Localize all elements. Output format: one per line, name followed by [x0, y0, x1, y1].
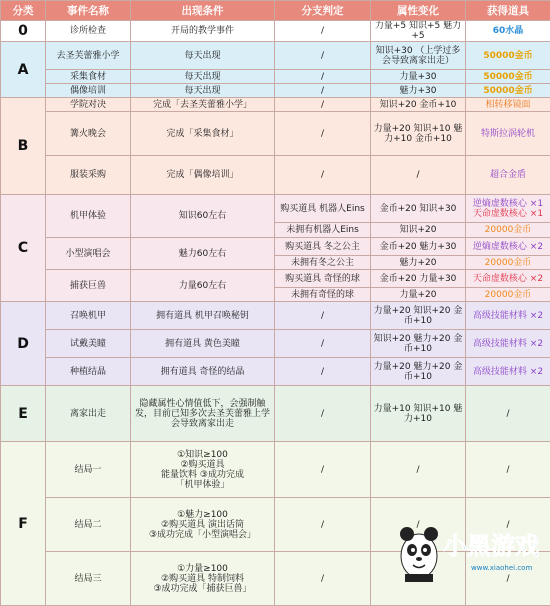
panda-mascot-icon	[400, 527, 438, 582]
group-label-c: C	[1, 195, 46, 302]
event-branch: /	[275, 98, 371, 112]
event-branch: 购买道具 冬之公主	[275, 238, 371, 256]
table-row	[1, 21, 550, 42]
event-attribute: 金币+20 力量+30	[371, 270, 466, 288]
event-item: 高级技能材料 ×2	[466, 358, 550, 386]
event-item: 50000金币	[466, 42, 550, 70]
event-condition	[131, 498, 275, 552]
item-line: 天命虚数核心 ×1	[468, 209, 548, 219]
event-branch: 未拥有奇怪的球	[275, 288, 371, 302]
event-name: 结局二	[46, 498, 131, 552]
header-item: 获得道具	[466, 1, 550, 21]
event-condition: 拥有道具 黄色美瞳	[131, 330, 275, 358]
event-condition: 完成「去圣芙蕾雅小学」	[131, 98, 275, 112]
event-item: 50000金币	[466, 84, 550, 98]
event-condition: 魅力60左右	[131, 238, 275, 270]
event-name: 篝火晚会	[46, 112, 131, 156]
event-name: 种植结晶	[46, 358, 131, 386]
event-attribute: /	[371, 156, 466, 195]
condition-line: ③成功完成「捕获巨兽」	[133, 584, 272, 594]
event-attribute: 金币+20 魅力+30	[371, 238, 466, 256]
event-attribute: 知识+30 （上学过多会导致离家出走）	[371, 42, 466, 70]
event-name: 捕获巨兽	[46, 270, 131, 302]
group-label-f: F	[1, 442, 46, 606]
event-branch: 未拥有冬之公主	[275, 256, 371, 270]
event-condition: 拥有道具 机甲召唤秘钥	[131, 302, 275, 330]
header-event-name: 事件名称	[46, 1, 131, 21]
event-attribute: 力量+20	[371, 288, 466, 302]
table-row	[1, 98, 550, 112]
event-item: /	[466, 442, 550, 498]
event-item: 超合金盾	[466, 156, 550, 195]
event-name: 召唤机甲	[46, 302, 131, 330]
table-row	[1, 302, 550, 330]
event-branch: /	[275, 21, 371, 42]
event-name: 学院对决	[46, 98, 131, 112]
event-condition: 拥有道具 奇怪的结晶	[131, 358, 275, 386]
group-label-b: B	[1, 98, 46, 195]
event-name: 结局一	[46, 442, 131, 498]
header-branch: 分支判定	[275, 1, 371, 21]
event-item: 天命虚数核心 ×2	[466, 270, 550, 288]
table-row	[1, 358, 550, 386]
group-label-d: D	[1, 302, 46, 386]
event-attribute: 力量+5 知识+5 魅力+5	[371, 21, 466, 42]
table-row	[1, 84, 550, 98]
event-attribute: /	[371, 442, 466, 498]
event-branch: /	[275, 386, 371, 442]
event-branch: /	[275, 42, 371, 70]
header-condition: 出现条件	[131, 1, 275, 21]
table-row	[1, 442, 550, 498]
site-logo-watermark	[399, 512, 544, 582]
condition-line: ①力量≥100	[133, 564, 272, 574]
event-attribute: 金币+20 知识+30	[371, 195, 466, 223]
event-attribute: 力量+20 知识+20 金币+10	[371, 302, 466, 330]
event-item: 60水晶	[466, 21, 550, 42]
event-name: 结局三	[46, 552, 131, 606]
logo-url: www.xiaohei.com	[471, 564, 532, 572]
event-condition: 完成「采集食材」	[131, 112, 275, 156]
event-condition: 开局的教学事件	[131, 21, 275, 42]
event-item: 20000金币	[466, 256, 550, 270]
event-attribute: 力量+30	[371, 70, 466, 84]
event-branch: /	[275, 112, 371, 156]
logo-text: 小黑游戏	[443, 532, 539, 560]
event-item: /	[466, 552, 550, 606]
condition-line: ①知识≥100	[133, 450, 272, 460]
event-condition: 每天出现	[131, 42, 275, 70]
event-name: 离家出走	[46, 386, 131, 442]
event-branch: /	[275, 302, 371, 330]
table-row	[1, 42, 550, 70]
condition-line: ②购买道具 演出话筒	[133, 520, 272, 530]
event-condition: 完成「偶像培训」	[131, 156, 275, 195]
event-branch: /	[275, 330, 371, 358]
event-condition: 每天出现	[131, 84, 275, 98]
event-item	[466, 195, 550, 223]
table-row	[1, 70, 550, 84]
event-item: 高级技能材料 ×2	[466, 330, 550, 358]
event-item: 20000金币	[466, 288, 550, 302]
event-attribute: /	[371, 498, 466, 552]
event-item: 特斯拉涡轮机	[466, 112, 550, 156]
table-row	[1, 112, 550, 156]
table-row	[1, 238, 550, 256]
table-row	[1, 386, 550, 442]
table-row	[1, 270, 550, 288]
event-condition: 每天出现	[131, 70, 275, 84]
event-name: 去圣芙蕾雅小学	[46, 42, 131, 70]
group-label-e: E	[1, 386, 46, 442]
event-name: 机甲体验	[46, 195, 131, 238]
event-attribute: 知识+20 金币+10	[371, 98, 466, 112]
event-condition: 力量60左右	[131, 270, 275, 302]
event-branch: 购买道具 奇怪的球	[275, 270, 371, 288]
event-attribute: 知识+20 魅力+20 金币+10	[371, 330, 466, 358]
event-name: 诊所检查	[46, 21, 131, 42]
event-branch: /	[275, 84, 371, 98]
event-item: 相转移镜面	[466, 98, 550, 112]
event-item: 20000金币	[466, 223, 550, 238]
event-branch: /	[275, 552, 371, 606]
event-attribute: 知识+20	[371, 223, 466, 238]
condition-line: ①魅力≥100	[133, 510, 272, 520]
event-attribute: 力量+20 知识+10 魅力+10 金币+10	[371, 112, 466, 156]
header-row	[1, 1, 550, 21]
event-condition: 隐藏属性心情值低下，会强制触发，目前已知多次去圣芙蕾雅上学会导致离家出走	[131, 386, 275, 442]
event-attribute: 魅力+20	[371, 256, 466, 270]
event-branch: /	[275, 498, 371, 552]
event-attribute: 力量+20 魅力+20 金币+10	[371, 358, 466, 386]
header-category: 分类	[1, 1, 46, 21]
event-item: 高级技能材料 ×2	[466, 302, 550, 330]
event-branch: 购买道具 机器人Eins	[275, 195, 371, 223]
event-name: 采集食材	[46, 70, 131, 84]
condition-line: ②购买道具	[133, 460, 272, 470]
event-item: 逆熵虚数核心 ×2	[466, 238, 550, 256]
event-item: /	[466, 498, 550, 552]
group-label-a: A	[1, 42, 46, 98]
event-item: /	[466, 386, 550, 442]
table-row	[1, 330, 550, 358]
event-name: 偶像培训	[46, 84, 131, 98]
table-row	[1, 156, 550, 195]
condition-line: ②购买道具 特制饲料	[133, 574, 272, 584]
event-name: 小型演唱会	[46, 238, 131, 270]
header-attribute: 属性变化	[371, 1, 466, 21]
event-branch: 未拥有机器人Eins	[275, 223, 371, 238]
condition-line: ③成功完成「小型演唱会」	[133, 530, 272, 540]
condition-line: 能量饮料 ③成功完成	[133, 470, 272, 480]
event-condition	[131, 552, 275, 606]
event-condition	[131, 442, 275, 498]
event-name: 试戴美瞳	[46, 330, 131, 358]
event-condition: 知识60左右	[131, 195, 275, 238]
event-item: 50000金币	[466, 70, 550, 84]
event-branch: /	[275, 70, 371, 84]
group-label-0: 0	[1, 21, 46, 42]
event-name: 服装采购	[46, 156, 131, 195]
condition-line: 「机甲体验」	[133, 480, 272, 490]
item-line: 逆熵虚数核心 ×1	[468, 199, 548, 209]
event-branch: /	[275, 358, 371, 386]
table-row	[1, 195, 550, 223]
event-attribute: 力量+10 知识+10 魅力+10	[371, 386, 466, 442]
event-attribute: 魅力+30	[371, 84, 466, 98]
event-branch: /	[275, 156, 371, 195]
event-branch: /	[275, 442, 371, 498]
